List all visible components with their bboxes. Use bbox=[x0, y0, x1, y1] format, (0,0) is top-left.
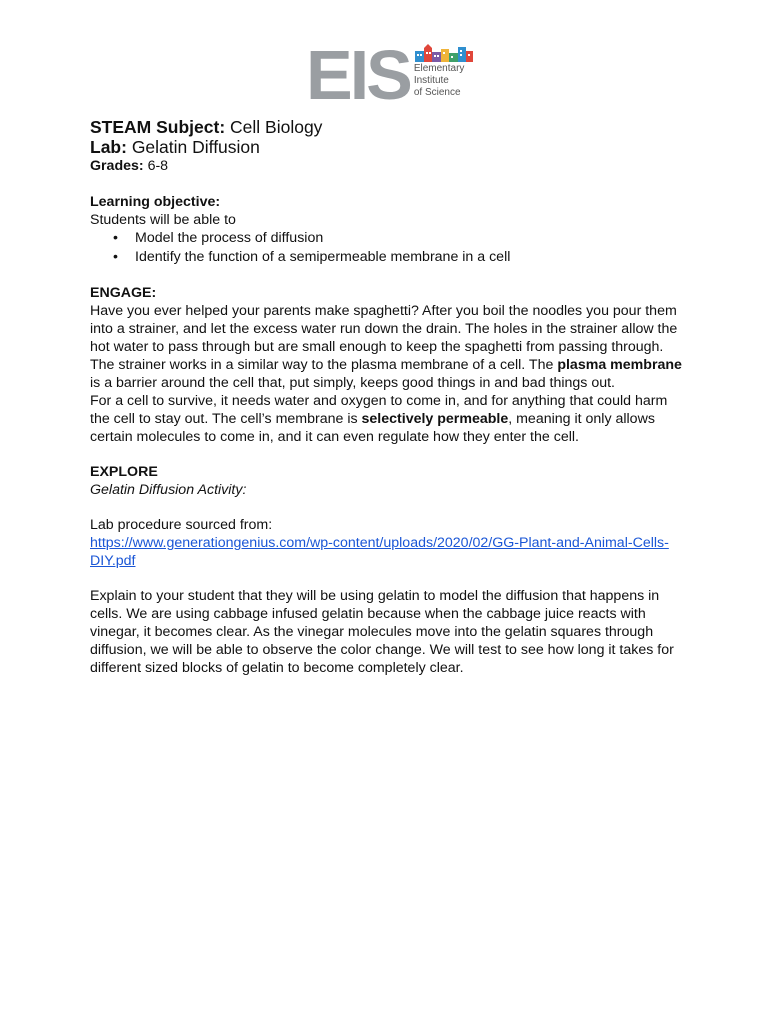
objective-intro: Students will be able to bbox=[90, 212, 236, 228]
eis-logo bbox=[306, 36, 466, 114]
grades-value: 6-8 bbox=[143, 158, 169, 174]
engage-p1-bold: plasma membrane bbox=[557, 357, 682, 373]
subject-value: Cell Biology bbox=[225, 117, 323, 137]
spacer bbox=[90, 570, 690, 587]
lab-value: Gelatin Diffusion bbox=[126, 137, 260, 157]
source-link-line bbox=[90, 534, 690, 570]
list-item: • Identify the function of a semipermeable membrane in a cell bbox=[135, 248, 690, 267]
objective-heading: Learning objective: bbox=[90, 194, 221, 210]
engage-paragraph-1 bbox=[90, 302, 690, 392]
subject-label: STEAM Subject: bbox=[90, 117, 226, 137]
spacer bbox=[90, 499, 690, 516]
logo-wordmark bbox=[414, 44, 474, 98]
logo-line-1: Elementary bbox=[413, 63, 465, 74]
engage-p2-text-a: For a cell to survive, it needs water and oxygen to come in, and for anything that could harm the cell to stay out. The cell’s membrane is bbox=[90, 393, 668, 427]
source-link[interactable]: https://www.generationgenius.com/wp-content/uploads/2020/02/GG-Plant-and-Animal-Cells-DIY.pdf bbox=[90, 535, 669, 569]
buildings-icon bbox=[414, 44, 474, 62]
engage-heading: ENGAGE: bbox=[90, 285, 157, 301]
subject-line bbox=[90, 117, 690, 137]
spacer bbox=[90, 267, 690, 284]
engage-p1-text-b: is a barrier around the cell that, put simply, keeps good things in and bad things out. bbox=[90, 375, 615, 391]
grades-line bbox=[90, 157, 690, 175]
explore-explanation: Explain to your student that they will be using gelatin to model the diffusion that happens in cells. We are using cabbage infused gelatin because when the cabbage juice reacts with vinegar, it becomes clear. As the vinegar molecules move into the gelatin squares through diffusion, we will be able to observe the color change. We will test to see how long it takes for different sized blocks of gelatin to become completely clear. bbox=[90, 588, 674, 676]
logo-mark: EIS bbox=[306, 36, 410, 114]
list-item: • Model the process of diffusion bbox=[135, 229, 690, 248]
engage-p2-bold: selectively permeable bbox=[361, 411, 509, 427]
lab-line bbox=[90, 137, 690, 157]
logo-line-3: of Science bbox=[413, 87, 461, 98]
logo-line-2: Institute bbox=[413, 75, 449, 86]
engage-p1-text-a: Have you ever helped your parents make spaghetti? After you boil the noodles you pour them into a strainer, and let the excess water run down the drain. The holes in the strainer allow the hot water to pass through but are small enough to keep the spaghetti from passing through. The strainer works in a similar way to the plasma membrane of a cell. The bbox=[90, 303, 678, 373]
document-body bbox=[90, 117, 690, 677]
explore-heading: EXPLORE bbox=[90, 464, 158, 480]
objective-list bbox=[90, 229, 690, 267]
engage-p2-text-b: , meaning it only allows certain molecules to come in, and it can even regulate how they enter the cell. bbox=[90, 411, 655, 445]
engage-paragraph-2 bbox=[90, 392, 690, 446]
grades-label: Grades: bbox=[90, 158, 144, 174]
activity-title: Gelatin Diffusion Activity: bbox=[90, 482, 247, 498]
spacer bbox=[90, 446, 690, 463]
source-label: Lab procedure sourced from: bbox=[90, 517, 273, 533]
lab-label: Lab: bbox=[90, 137, 127, 157]
